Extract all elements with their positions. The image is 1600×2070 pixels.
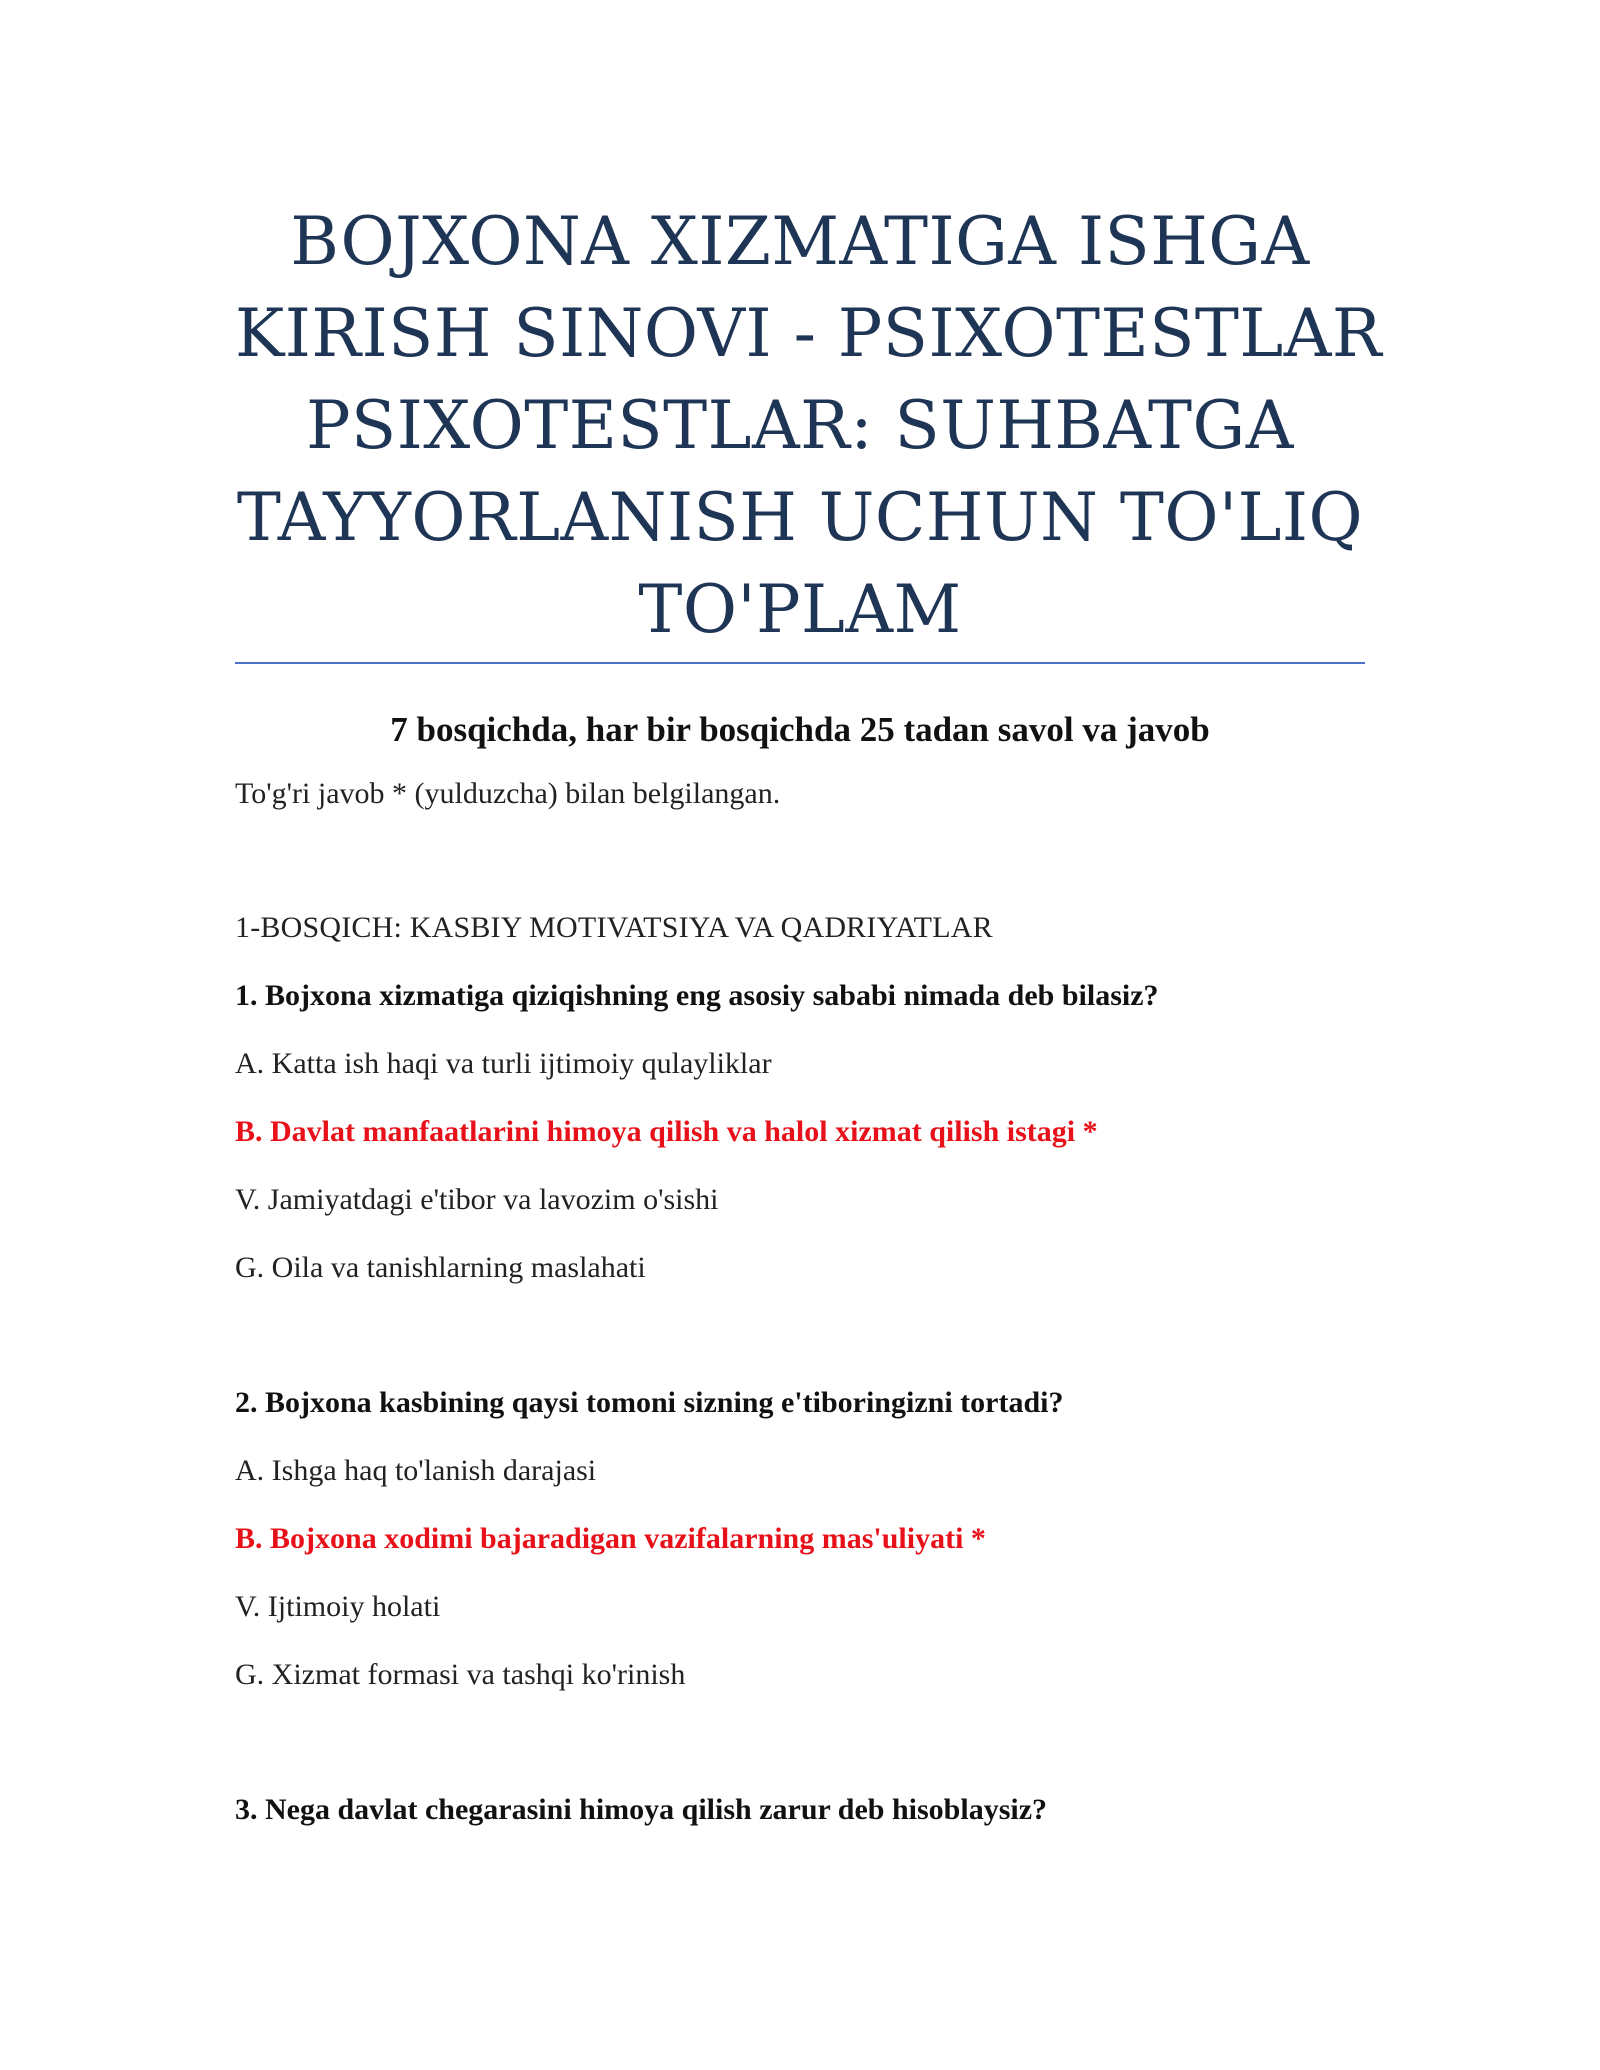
- question-text: 3. Nega davlat chegarasini himoya qilish zarur deb hisoblaysiz?: [235, 1793, 1048, 1826]
- answer-option: G. Oila va tanishlarning maslahati: [235, 1251, 646, 1284]
- question-list: [235, 976, 1365, 1830]
- answer-option-correct: B. Bojxona xodimi bajaradigan vazifalarning mas'uliyati *: [235, 1522, 986, 1555]
- question-block: [235, 1383, 1365, 1695]
- title-line: TAYYORLANISH UCHUN TO'LIQ: [236, 479, 1364, 556]
- answer-option: A. Katta ish haqi va turli ijtimoiy qulayliklar: [235, 1047, 772, 1080]
- answer-option: V. Jamiyatdagi e'tibor va lavozim o'sishi: [235, 1183, 719, 1216]
- section-heading: 1-BOSQICH: KASBIY MOTIVATSIYA VA QADRIYATLAR: [235, 911, 993, 944]
- title-divider: [235, 662, 1365, 664]
- answer-option: A. Ishga haq to'lanish darajasi: [235, 1454, 597, 1487]
- answer-option: V. Ijtimoiy holati: [235, 1590, 441, 1623]
- question-text: 1. Bojxona xizmatiga qiziqishning eng asosiy sababi nimada deb bilasiz?: [235, 979, 1159, 1012]
- question-block: [235, 976, 1365, 1288]
- document-title: [235, 0, 1383, 656]
- question-block: [235, 1790, 1365, 1830]
- answer-option-correct: B. Davlat manfaatlarini himoya qilish va halol xizmat qilish istagi *: [235, 1115, 1098, 1148]
- title-line: KIRISH SINOVI - PSIXOTESTLAR: [235, 295, 1383, 372]
- title-line: PSIXOTESTLAR: SUHBATGA: [306, 387, 1294, 464]
- document-page: [235, 0, 1383, 1830]
- answer-key-note: To'g'ri javob * (yulduzcha) bilan belgilangan.: [235, 777, 781, 810]
- title-line: TO'PLAM: [638, 571, 962, 648]
- question-text: 2. Bojxona kasbining qaysi tomoni sizning e'tiboringizni tortadi?: [235, 1386, 1064, 1419]
- document-subtitle: 7 bosqichda, har bir bosqichda 25 tadan savol va javob: [390, 710, 1210, 749]
- answer-option: G. Xizmat formasi va tashqi ko'rinish: [235, 1658, 686, 1691]
- title-line: BOJXONA XIZMATIGA ISHGA: [290, 203, 1310, 280]
